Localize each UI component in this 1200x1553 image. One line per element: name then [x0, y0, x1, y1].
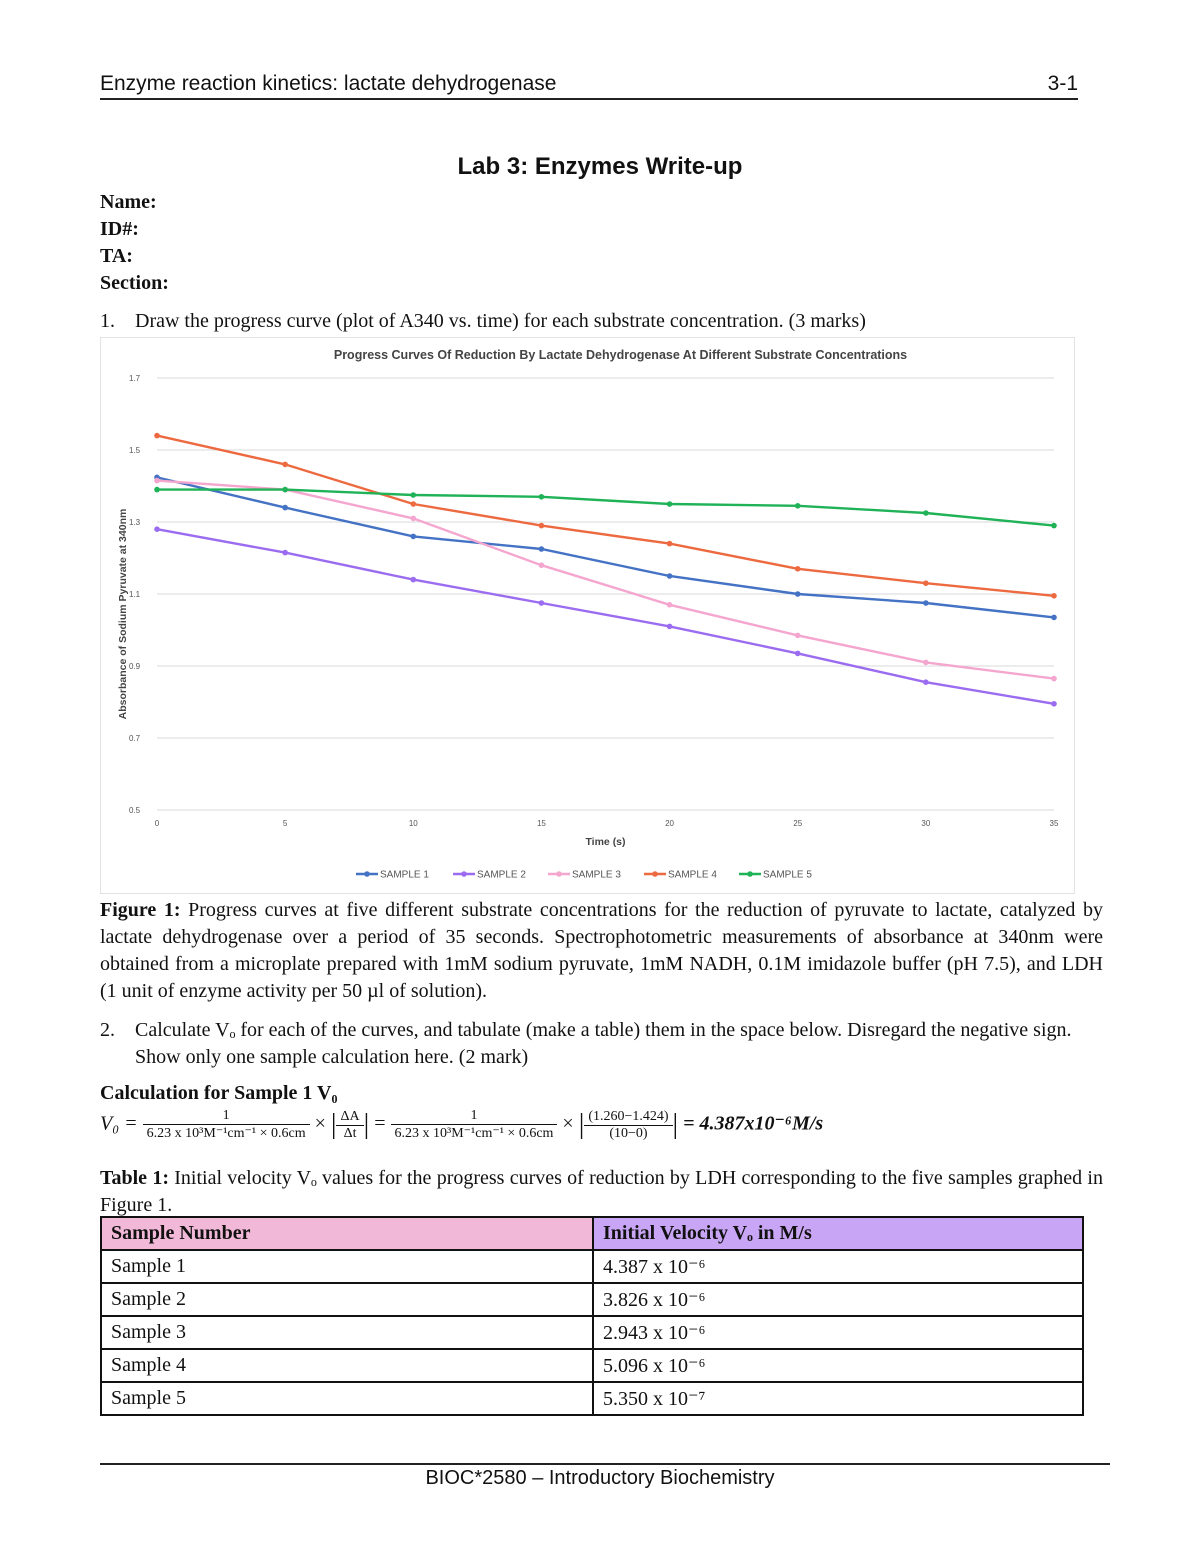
data-point: [795, 591, 801, 597]
data-point: [1051, 593, 1057, 599]
header-page-number: 3-1: [1047, 72, 1078, 95]
legend-marker: [461, 871, 467, 877]
data-point: [795, 651, 801, 657]
formula-delta-fraction: [336, 1109, 363, 1142]
y-tick-label: 0.9: [129, 662, 141, 671]
data-point: [795, 566, 801, 572]
data-point: [539, 523, 545, 529]
header-title: Enzyme reaction kinetics: lactate dehydrogenase: [100, 72, 557, 95]
legend-label: SAMPLE 4: [668, 869, 717, 881]
formula-lhs: V₀ =: [100, 1112, 138, 1135]
data-point: [154, 526, 160, 532]
x-tick-label: 0: [154, 819, 160, 828]
question-1-number: 1.: [100, 310, 115, 332]
formula-numerator-2: 1: [391, 1108, 558, 1125]
table-row: [101, 1382, 1083, 1415]
formula-denominator-1: 6.23 x 10³M⁻¹cm⁻¹ × 0.6cm: [146, 1126, 306, 1141]
calculation-heading: Calculation for Sample 1 V₀: [100, 1082, 338, 1104]
legend-label: SAMPLE 3: [572, 869, 621, 881]
series-line-3: [157, 481, 1054, 679]
x-tick-label: 10: [408, 819, 418, 828]
data-point: [410, 534, 416, 540]
chart-title: Progress Curves Of Reduction By Lactate Dehydrogenase At Different Substrate Concentrations: [333, 348, 908, 362]
field-id: ID#:: [100, 218, 139, 240]
data-point: [410, 492, 416, 498]
series-line-1: [157, 477, 1054, 617]
data-point: [923, 580, 929, 586]
table-cell-velocity: 2.943 x 10⁻⁶: [593, 1316, 1083, 1349]
data-point: [1051, 615, 1057, 621]
progress-curve-chart: [101, 338, 1074, 893]
table-row: [101, 1250, 1083, 1283]
formula-numerator-1: 1: [143, 1108, 310, 1125]
legend-label: SAMPLE 1: [380, 869, 429, 881]
table-row: [101, 1316, 1083, 1349]
field-section: Section:: [100, 272, 169, 294]
table-caption: [100, 1165, 1103, 1219]
y-tick-label: 0.5: [129, 806, 141, 815]
y-tick-label: 0.7: [129, 734, 141, 743]
x-tick-label: 35: [1049, 819, 1059, 828]
data-point: [410, 501, 416, 507]
figure-caption-label: Figure 1:: [100, 899, 181, 921]
data-point: [539, 494, 545, 500]
question-2-number: 2.: [100, 1019, 115, 1041]
data-point: [667, 624, 673, 630]
y-tick-label: 1.1: [129, 590, 141, 599]
table-cell-velocity: 4.387 x 10⁻⁶: [593, 1250, 1083, 1283]
formula-time-diff: (10−0): [609, 1125, 648, 1141]
x-tick-label: 30: [921, 819, 931, 828]
field-name: Name:: [100, 191, 157, 213]
formula-fraction-1: [143, 1108, 310, 1142]
formula-fraction-2: [391, 1108, 558, 1142]
formula-times-2: ×: [562, 1112, 574, 1135]
data-point: [795, 633, 801, 639]
table-cell-sample: Sample 2: [101, 1283, 593, 1316]
x-axis-label: Time (s): [585, 836, 626, 848]
data-point: [923, 510, 929, 516]
data-point: [667, 573, 673, 579]
legend-marker: [364, 871, 370, 877]
legend-marker: [747, 871, 753, 877]
legend-marker: [556, 871, 562, 877]
legend-marker: [652, 871, 658, 877]
data-point: [410, 516, 416, 522]
data-point: [1051, 523, 1057, 529]
data-point: [282, 505, 288, 511]
y-tick-label: 1.7: [129, 374, 141, 383]
calculation-formula: V₀ = $\frac{1}{\text{6.23 x 10³M⁻¹cm⁻¹ × 0.6cm}}$ × | $\frac{\Delta A}{\Delta t}$ | = $\frac{1}{\text{6.23 x 10³M⁻¹cm⁻¹ × 0.6cm}}$ × | $\frac{(1.260-1.424)}{(10-0)}$ | = 4.387x10⁻⁶M/s: [100, 1108, 824, 1141]
data-point: [539, 562, 545, 568]
figure-caption: [100, 897, 1103, 1005]
footer-text: BIOC*2580 – Introductory Biochemistry: [425, 1467, 775, 1489]
data-point: [282, 462, 288, 468]
y-tick-label: 1.5: [129, 446, 141, 455]
legend-label: SAMPLE 2: [477, 869, 526, 881]
question-2-text: Calculate Vₒ for each of the curves, and tabulate (make a table) them in the space below. Disregard the negative sign. Show only one sample calculation here. (2 mark): [135, 1019, 1072, 1068]
table-cell-sample: Sample 4: [101, 1349, 593, 1382]
table-row: [101, 1349, 1083, 1382]
table-cell-sample: Sample 1: [101, 1250, 593, 1283]
legend-label: SAMPLE 5: [763, 869, 812, 881]
formula-result: = 4.387x10⁻⁶M/s: [683, 1112, 824, 1135]
x-tick-label: 20: [665, 819, 675, 828]
formula-delta-t: Δt: [343, 1125, 357, 1141]
table-header-sample: Sample Number: [101, 1217, 593, 1250]
data-point: [539, 546, 545, 552]
table-cell-velocity: 5.096 x 10⁻⁶: [593, 1349, 1083, 1382]
table-header-velocity: Initial Velocity Vₒ in M/s: [593, 1217, 1083, 1250]
data-point: [410, 577, 416, 583]
question-1-text: Draw the progress curve (plot of A340 vs. time) for each substrate concentration. (3 marks): [135, 310, 866, 332]
formula-times-1: ×: [314, 1112, 326, 1135]
table-cell-velocity: 5.350 x 10⁻⁷: [593, 1382, 1083, 1415]
x-tick-label: 25: [793, 819, 803, 828]
data-point: [282, 487, 288, 493]
field-ta: TA:: [100, 245, 133, 267]
velocity-table: [100, 1216, 1084, 1416]
data-point: [154, 487, 160, 493]
data-point: [154, 478, 160, 484]
data-point: [923, 600, 929, 606]
formula-delta-a: ΔA: [336, 1109, 363, 1126]
data-point: [667, 541, 673, 547]
table-cell-sample: Sample 5: [101, 1382, 593, 1415]
data-point: [667, 602, 673, 608]
data-point: [795, 503, 801, 509]
formula-equals: =: [374, 1112, 386, 1135]
y-axis-label: Absorbance of Sodium Pyruvate at 340nm: [117, 508, 129, 720]
series-line-2: [157, 529, 1054, 704]
data-point: [667, 501, 673, 507]
series-line-5: [157, 490, 1054, 526]
table-caption-label: Table 1:: [100, 1167, 169, 1189]
table-header-row: [101, 1217, 1083, 1250]
formula-denominator-2: 6.23 x 10³M⁻¹cm⁻¹ × 0.6cm: [394, 1126, 554, 1141]
figure-caption-text: Progress curves at five different substrate concentrations for the reduction of pyruvate to lactate, catalyzed by lactate dehydrogenase over a period of 35 seconds. Spectrophotometric measurements of absorbance at 340nm were obtained from a microplate prepared with 1mM sodium pyruvate, 1mM NADH, 0.1M imidazole buffer (pH 7.5), and LDH (1 unit of enzyme activity per 50 µl of solution).: [100, 899, 1103, 1002]
x-tick-label: 5: [282, 819, 288, 828]
series-line-4: [157, 436, 1054, 596]
data-point: [1051, 676, 1057, 682]
question-2: [100, 1017, 1105, 1071]
document-title: Lab 3: Enzymes Write-up: [457, 153, 743, 180]
data-point: [923, 660, 929, 666]
chart-container: [100, 337, 1075, 894]
table-cell-velocity: 3.826 x 10⁻⁶: [593, 1283, 1083, 1316]
y-tick-label: 1.3: [129, 518, 141, 527]
table-cell-sample: Sample 3: [101, 1316, 593, 1349]
page-header: [100, 72, 1078, 100]
formula-absorbance-diff: (1.260−1.424): [584, 1109, 672, 1126]
data-point: [1051, 701, 1057, 707]
table-caption-text: Initial velocity Vₒ values for the progress curves of reduction by LDH corresponding to the five samples graphed in Figure 1.: [100, 1167, 1103, 1216]
footer-rule: [100, 1463, 1110, 1465]
data-point: [923, 679, 929, 685]
data-point: [282, 550, 288, 556]
question-1: [100, 310, 1105, 336]
formula-values-fraction: [584, 1109, 672, 1142]
data-point: [154, 433, 160, 439]
table-row: [101, 1283, 1083, 1316]
x-tick-label: 15: [536, 819, 546, 828]
data-point: [539, 600, 545, 606]
